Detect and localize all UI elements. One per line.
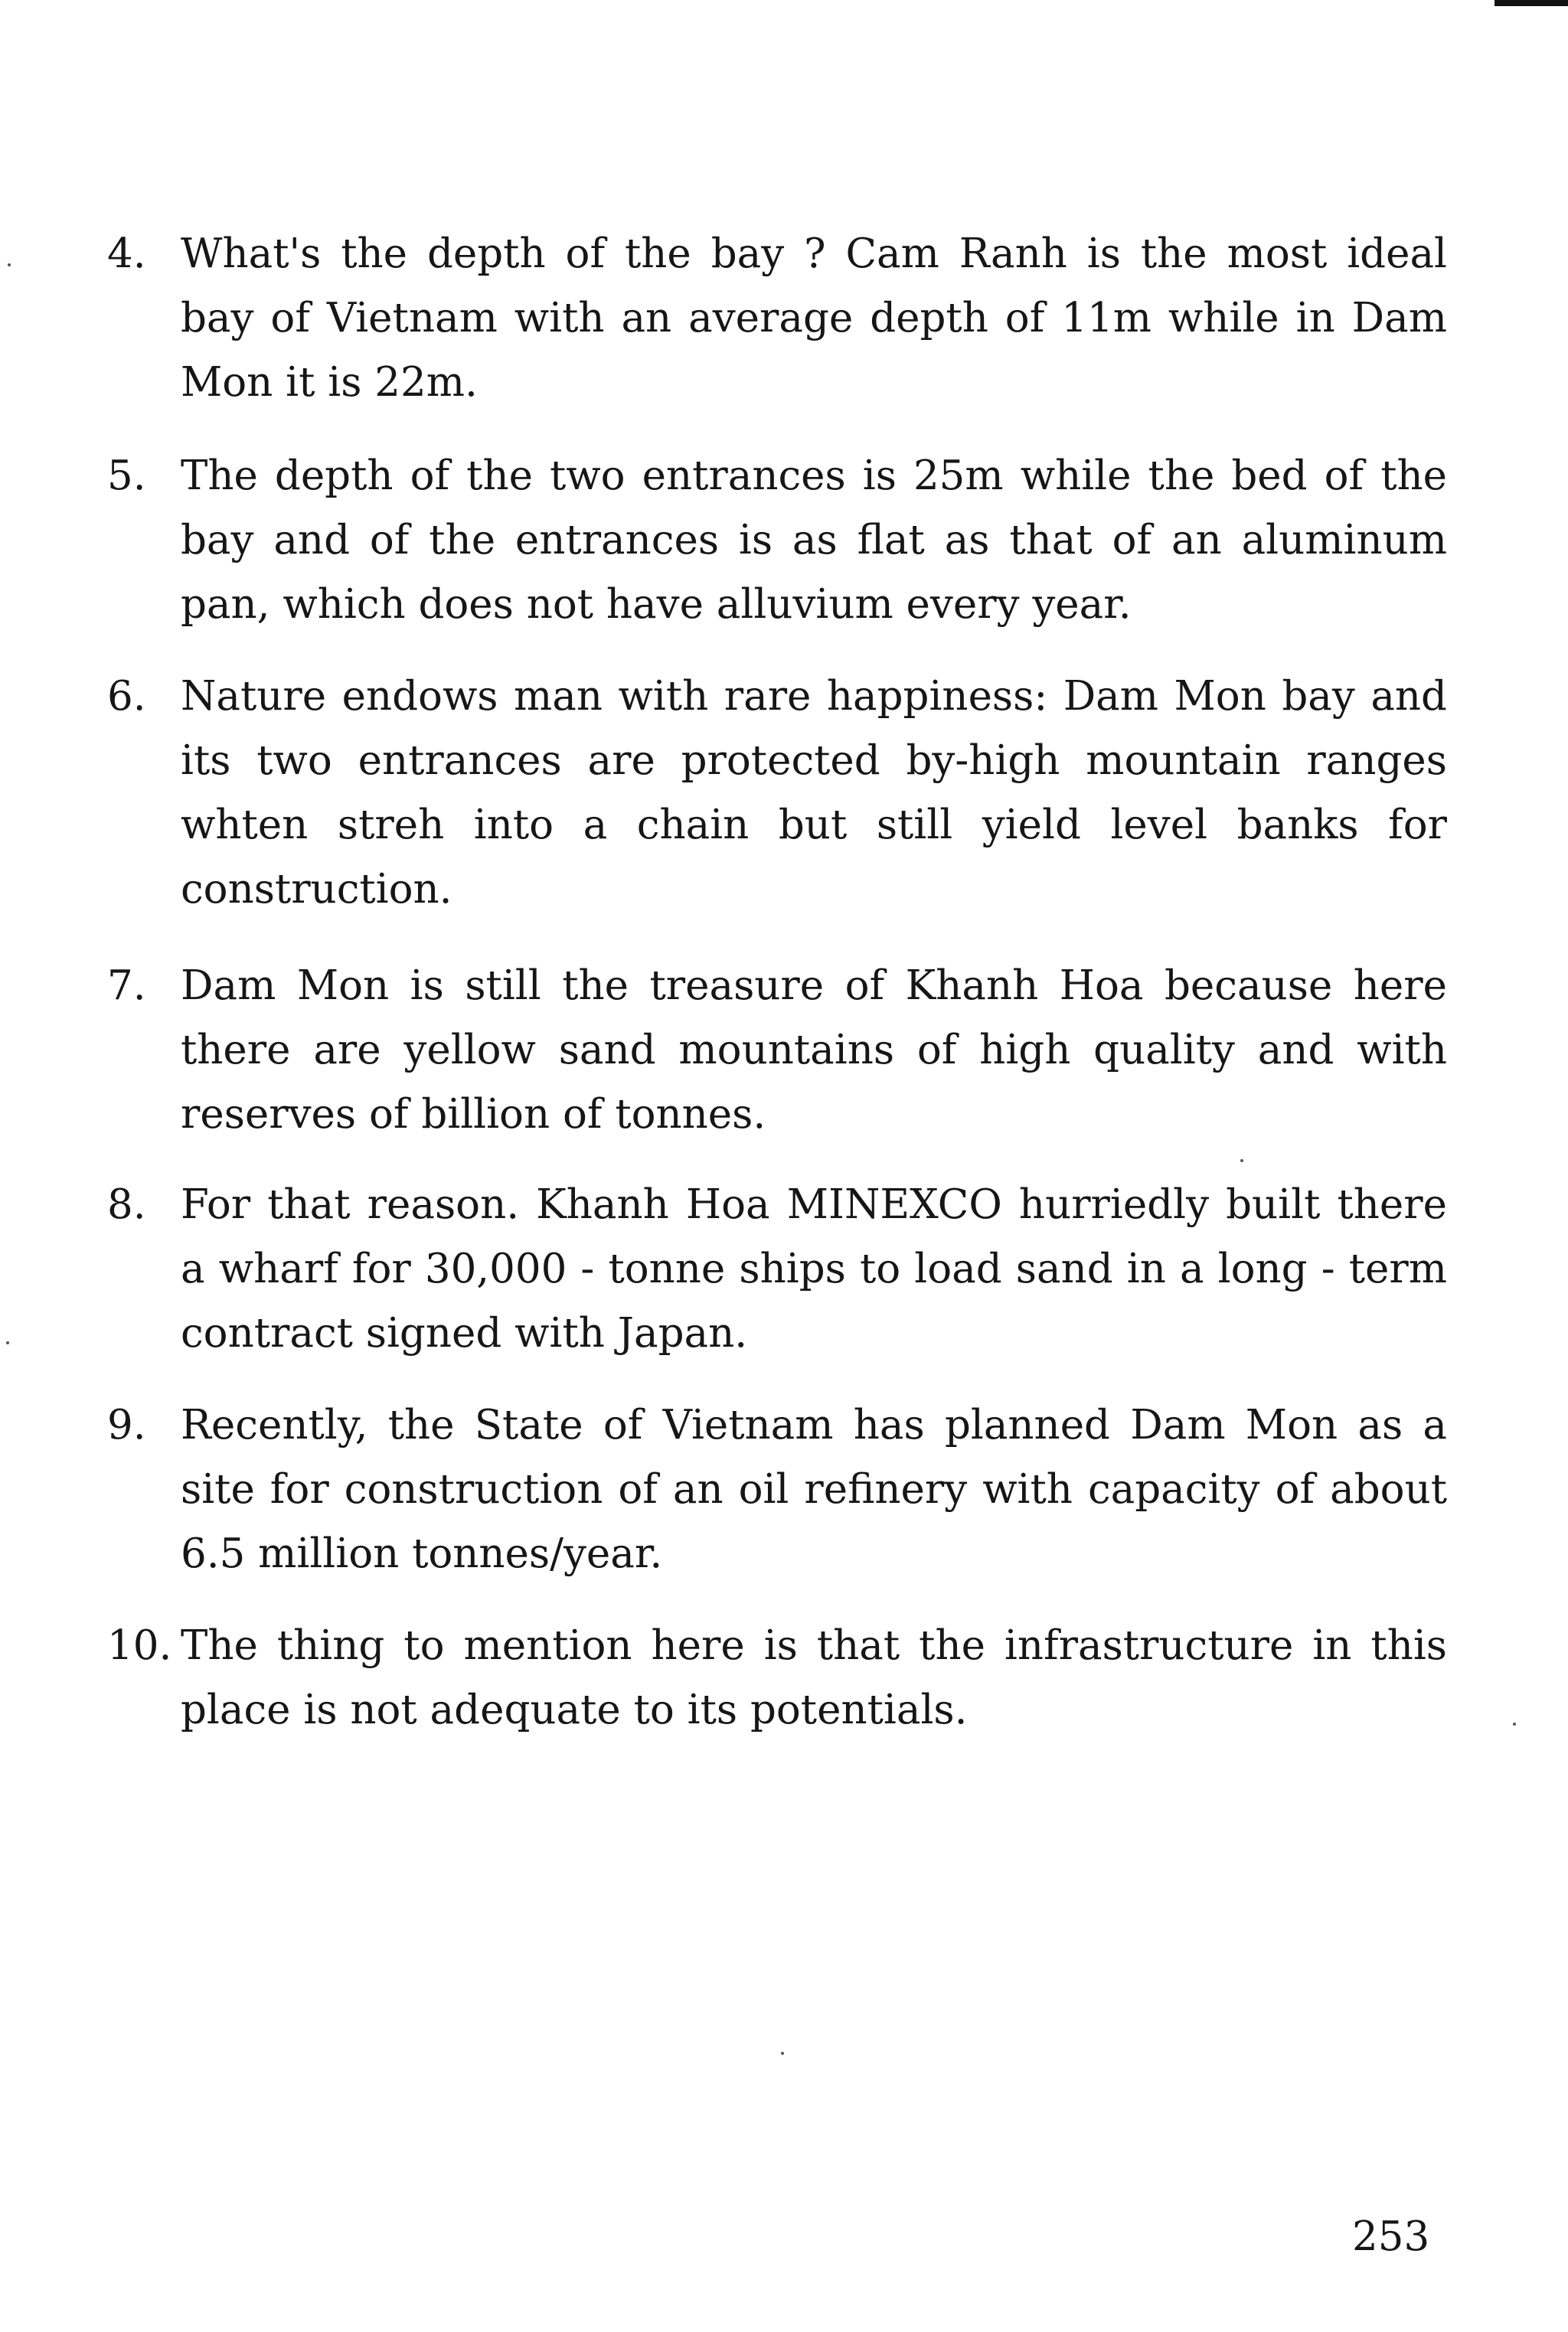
item-number: 6. bbox=[107, 673, 146, 720]
scan-speck bbox=[8, 263, 11, 266]
item-text: The thing to mention here is that the infrastructure in this place is not adequate to its potentials. bbox=[181, 1622, 1447, 1733]
page-number: 253 bbox=[1352, 2213, 1430, 2260]
item-text: For that reason. Khanh Hoa MINEXCO hurriedly built there a wharf for 30,000 - tonne ships to load sand in a long - term contract signed with Japan. bbox=[181, 1181, 1447, 1357]
list-item bbox=[107, 1614, 1447, 1742]
item-number: 7. bbox=[107, 962, 146, 1009]
item-text: Nature endows man with rare happiness: Dam Mon bay and its two entrances are protected by-high mountain ranges whten streh into a chain but still yield level banks for construction. bbox=[181, 673, 1447, 913]
item-number: 10. bbox=[107, 1622, 172, 1669]
scan-corner-mark bbox=[1494, 0, 1568, 6]
list-item bbox=[107, 444, 1447, 637]
item-text: What's the depth of the bay ? Cam Ranh is the most ideal bay of Vietnam with an average depth of 11m while in Dam Mon it is 22m. bbox=[181, 230, 1447, 406]
list-item bbox=[107, 1173, 1447, 1366]
item-text: Recently, the State of Vietnam has planned Dam Mon as a site for construction of an oil refinery with capacity of about 6.5 million tonnes/year. bbox=[181, 1402, 1447, 1577]
scan-speck bbox=[1513, 1723, 1516, 1726]
list-item bbox=[107, 954, 1447, 1147]
scan-speck bbox=[1240, 1159, 1243, 1162]
item-number: 8. bbox=[107, 1181, 146, 1228]
scan-speck bbox=[6, 1341, 9, 1344]
scan-speck bbox=[781, 2052, 784, 2055]
list-item bbox=[107, 665, 1447, 922]
item-number: 4. bbox=[107, 230, 146, 277]
item-number: 9. bbox=[107, 1402, 146, 1449]
item-text: The depth of the two entrances is 25m while the bed of the bay and of the entrances is as flat as that of an aluminum pan, which does not have alluvium every year. bbox=[181, 452, 1447, 628]
item-number: 5. bbox=[107, 452, 146, 499]
list-item bbox=[107, 222, 1447, 415]
list-item bbox=[107, 1393, 1447, 1586]
item-text: Dam Mon is still the treasure of Khanh Hoa because here there are yellow sand mountains of high quality and with reserves of billion of tonnes. bbox=[181, 962, 1447, 1138]
